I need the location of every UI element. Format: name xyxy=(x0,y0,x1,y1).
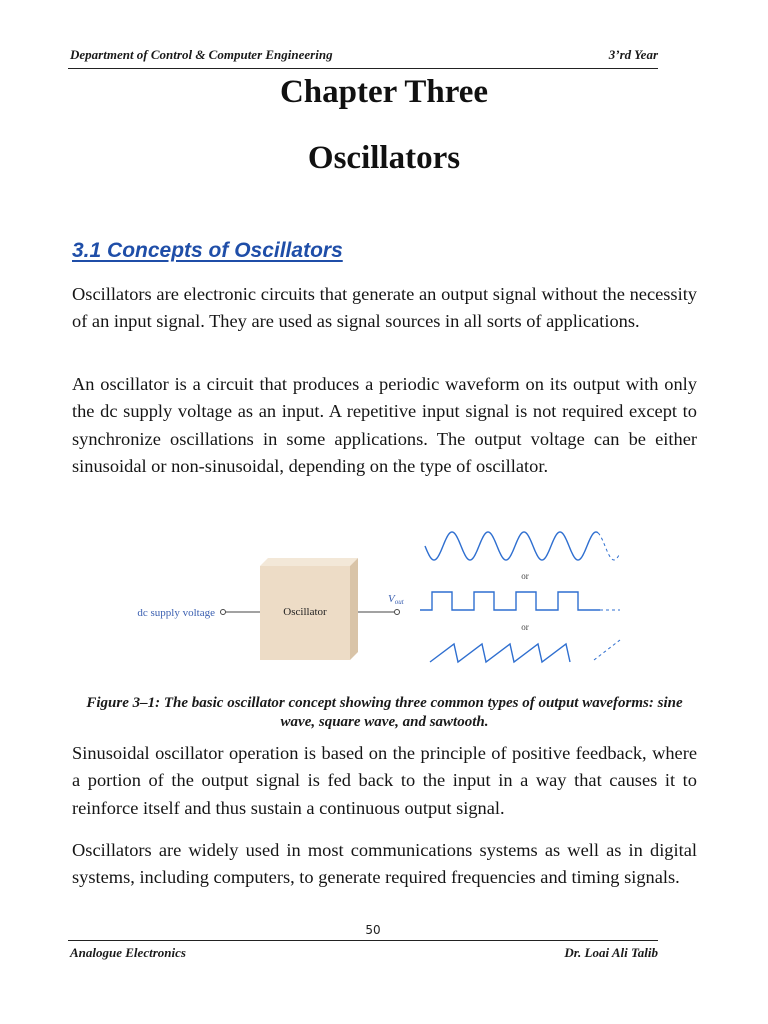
or-label-1: or xyxy=(521,571,529,581)
section-heading: 3.1 Concepts of Oscillators xyxy=(72,239,343,262)
block-top xyxy=(260,558,358,566)
oscillator-figure xyxy=(120,520,640,670)
or-label-2: or xyxy=(521,622,529,632)
footer-author: Dr. Loai Ali Talib xyxy=(564,945,658,960)
chapter-title: Chapter Three xyxy=(279,74,489,110)
header-rule xyxy=(68,68,658,69)
paragraph-applications: Oscillators are widely used in most communications systems as well as in digital systems, including computers, to generate required frequencies and timing signals. xyxy=(72,840,697,888)
paragraph-definition: An oscillator is a circuit that produces a periodic waveform on its output with only the dc supply voltage as an input. A repetitive input signal is not required except to synchronize oscillations in some applications. The output voltage can be either sinusoidal or non-sinusoidal, depending on the type of oscillator. xyxy=(72,374,697,477)
figure-caption: Figure 3–1: The basic oscillator concept showing three common types of output waveforms: sine wave, square wave, and sawtooth. xyxy=(86,695,683,730)
header-year: 3’rd Year xyxy=(608,47,658,62)
paragraph-positive-feedback: Sinusoidal oscillator operation is based on the principle of positive feedback, where a portion of the output signal is fed back to the input in a way that causes it to reinforce itself and thus sustain a continuous output signal. xyxy=(72,743,697,818)
sawtooth-waveform xyxy=(430,644,570,662)
output-label xyxy=(388,593,405,606)
sawtooth-waveform-continuation xyxy=(594,640,620,660)
chapter-subtitle: Oscillators xyxy=(307,140,461,176)
running-footer xyxy=(70,945,658,961)
input-terminal xyxy=(221,610,226,615)
header-department: Department of Control & Computer Engineering xyxy=(70,47,333,62)
block-label: Oscillator xyxy=(283,606,327,618)
sine-waveform xyxy=(425,532,598,560)
output-label-main: V xyxy=(388,593,395,605)
block-side xyxy=(350,558,358,660)
page-number: 50 xyxy=(365,923,381,937)
output-label-sub: out xyxy=(394,598,404,606)
footer-course: Analogue Electronics xyxy=(70,945,186,960)
running-header xyxy=(70,47,658,63)
sine-waveform-continuation xyxy=(598,533,620,560)
paragraph-intro: Oscillators are electronic circuits that generate an output signal without the necessity of an input signal. They are used as signal sources in all sorts of applications. xyxy=(72,284,697,332)
footer-rule xyxy=(68,940,658,941)
square-waveform xyxy=(420,592,600,610)
input-label: dc supply voltage xyxy=(137,607,215,619)
oscillator-diagram xyxy=(120,520,640,670)
output-terminal xyxy=(395,610,400,615)
